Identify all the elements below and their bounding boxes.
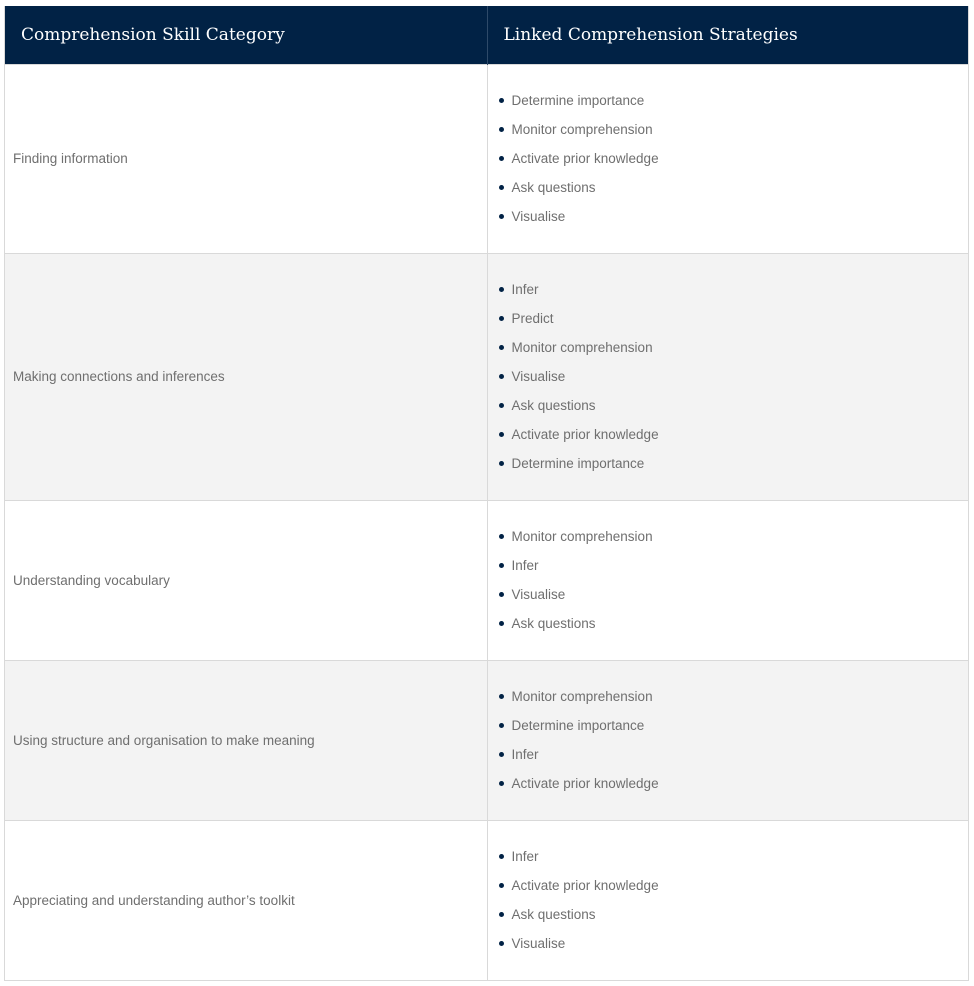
strategies-list [488, 842, 969, 958]
strategy-list-item [499, 275, 969, 304]
strategy-list-item [499, 144, 969, 173]
bullet-icon [499, 781, 504, 786]
strategies-cell [487, 820, 968, 980]
table-row [5, 500, 968, 660]
skill-category-cell: Using structure and organisation to make meaning [5, 660, 487, 820]
header-linked-strategies: Linked Comprehension Strategies [487, 6, 968, 64]
strategy-label: Predict [511, 311, 554, 326]
comprehension-table [5, 6, 968, 980]
strategy-list-item [499, 769, 969, 798]
table-header [5, 6, 968, 64]
bullet-icon [499, 345, 504, 350]
bullet-icon [499, 941, 504, 946]
strategy-label: Ask questions [511, 616, 596, 631]
strategy-label: Monitor comprehension [511, 529, 653, 544]
strategy-list-item [499, 740, 969, 769]
strategies-cell [487, 64, 968, 253]
bullet-icon [499, 287, 504, 292]
bullet-icon [499, 752, 504, 757]
bullet-icon [499, 214, 504, 219]
strategy-label: Visualise [511, 936, 566, 952]
strategies-list [488, 682, 969, 798]
strategy-list-item [499, 580, 969, 609]
table-body [5, 64, 968, 980]
strategy-list-item [499, 711, 969, 740]
strategy-label: Infer [511, 558, 539, 573]
bullet-icon [499, 432, 504, 437]
bullet-icon [499, 723, 504, 728]
strategy-list-item [499, 86, 969, 115]
bullet-icon [499, 461, 504, 466]
strategy-label: Monitor comprehension [511, 689, 653, 704]
strategy-label: Activate prior knowledge [511, 151, 659, 166]
strategy-label: Visualise [511, 369, 566, 384]
strategy-list-item [499, 871, 969, 900]
strategy-list-item [499, 551, 969, 580]
bullet-icon [499, 156, 504, 161]
strategy-label: Monitor comprehension [511, 122, 653, 137]
skill-category-cell: Appreciating and understanding author’s toolkit [5, 820, 487, 980]
strategy-list-item [499, 842, 969, 871]
bullet-icon [499, 912, 504, 917]
skill-category-cell: Finding information [5, 64, 487, 253]
header-row [5, 6, 968, 64]
bullet-icon [499, 185, 504, 190]
strategies-list [488, 86, 969, 231]
bullet-icon [499, 883, 504, 888]
table-row [5, 64, 968, 253]
skill-category-cell: Making connections and inferences [5, 253, 487, 500]
bullet-icon [499, 592, 504, 597]
bullet-icon [499, 694, 504, 699]
strategy-label: Determine importance [511, 93, 645, 108]
skill-category-cell: Understanding vocabulary [5, 500, 487, 660]
strategy-list-item [499, 929, 969, 958]
comprehension-table-container [4, 6, 969, 981]
strategy-list-item [499, 333, 969, 362]
table-row [5, 660, 968, 820]
strategy-list-item [499, 202, 969, 231]
strategy-label: Determine importance [511, 718, 645, 733]
strategy-label: Infer [511, 282, 539, 297]
bullet-icon [499, 621, 504, 626]
strategy-label: Activate prior knowledge [511, 427, 659, 442]
strategy-list-item [499, 362, 969, 391]
bullet-icon [499, 316, 504, 321]
strategy-label: Activate prior knowledge [511, 776, 659, 791]
strategy-label: Visualise [511, 209, 566, 224]
strategy-list-item [499, 115, 969, 144]
strategy-label: Visualise [511, 587, 566, 602]
strategy-label: Determine importance [511, 456, 645, 471]
table-row [5, 820, 968, 980]
strategy-list-item [499, 391, 969, 420]
bullet-icon [499, 854, 504, 859]
strategy-label: Monitor comprehension [511, 340, 653, 355]
strategies-list [488, 522, 969, 638]
strategy-label: Activate prior knowledge [511, 878, 659, 894]
strategies-list [488, 275, 969, 478]
strategy-list-item [499, 420, 969, 449]
strategies-cell [487, 500, 968, 660]
strategy-label: Ask questions [511, 398, 596, 413]
bullet-icon [499, 374, 504, 379]
strategy-label: Ask questions [511, 907, 596, 923]
strategy-label: Ask questions [511, 180, 596, 195]
bullet-icon [499, 563, 504, 568]
strategy-list-item [499, 449, 969, 478]
strategy-list-item [499, 682, 969, 711]
bullet-icon [499, 403, 504, 408]
bullet-icon [499, 127, 504, 132]
strategy-list-item [499, 900, 969, 929]
table-row [5, 253, 968, 500]
bullet-icon [499, 534, 504, 539]
strategy-label: Infer [511, 849, 539, 865]
header-skill-category: Comprehension Skill Category [5, 6, 487, 64]
strategy-list-item [499, 609, 969, 638]
strategy-list-item [499, 304, 969, 333]
strategies-cell [487, 253, 968, 500]
strategy-list-item [499, 173, 969, 202]
strategy-label: Infer [511, 747, 539, 762]
strategies-cell [487, 660, 968, 820]
bullet-icon [499, 98, 504, 103]
strategy-list-item [499, 522, 969, 551]
